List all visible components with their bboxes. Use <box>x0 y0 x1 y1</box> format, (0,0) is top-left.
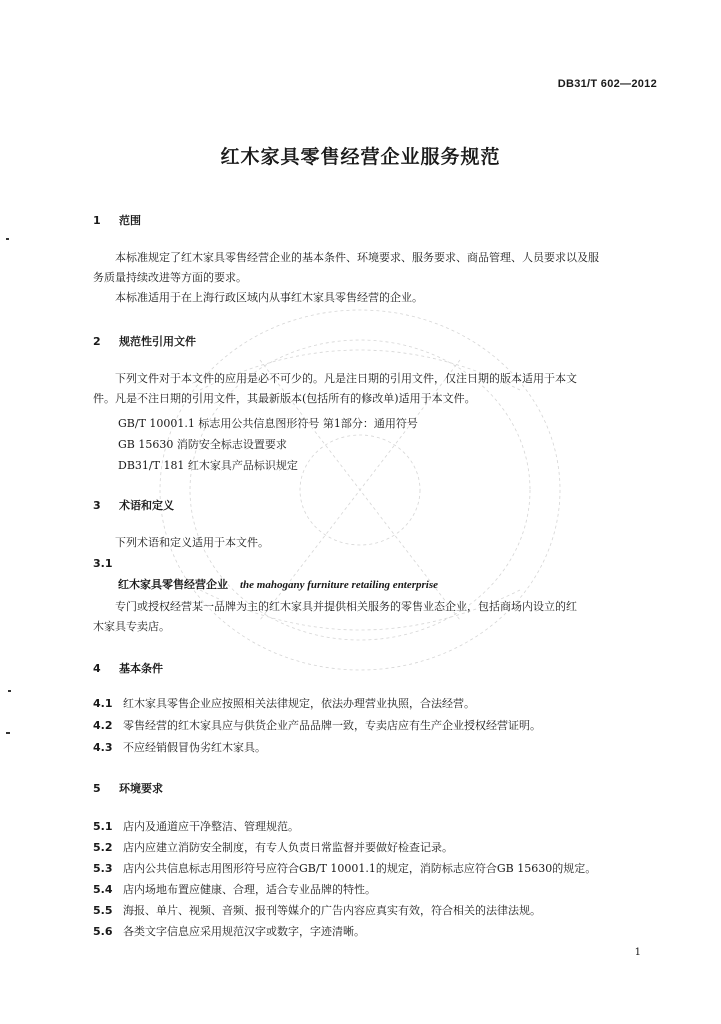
scan-mark <box>8 690 11 692</box>
clause-item: 5.3 店内公共信息标志用图形符号应符合GB/T 10001.1的规定，消防标志应符合GB 15630的规定。 <box>93 862 597 875</box>
section-1-paragraph-2: 本标准适用于在上海行政区域内从事红木家具零售经营的企业。 <box>115 291 423 304</box>
section-heading-1: 1 范围 <box>93 214 141 227</box>
clause-item: 4.1 红木家具零售企业应按照相关法律规定，依法办理营业执照，合法经营。 <box>93 697 475 710</box>
standard-code: DB31/T 602—2012 <box>557 78 657 90</box>
section-2-paragraph-1: 下列文件对于本文件的应用是必不可少的。凡是注日期的引用文件，仅注日期的版本适用于本文 件。凡是不注日期的引用文件，其最新版本(包括所有的修改单)适用于本文件。 <box>93 372 577 405</box>
scan-mark <box>6 732 10 734</box>
page-number: 1 <box>634 947 641 958</box>
section-heading-4: 4 基本条件 <box>93 662 163 675</box>
clause-item: 5.1 店内及通道应干净整洁、管理规范。 <box>93 820 299 833</box>
reference-item: GB/T 10001.1 标志用公共信息图形符号 第1部分：通用符号 <box>118 417 418 430</box>
term-definition: 专门或授权经营某一品牌为主的红木家具并提供相关服务的零售业态企业，包括商场内设立的红 木家具专卖店。 <box>93 600 577 633</box>
clause-item: 4.3 不应经销假冒伪劣红木家具。 <box>93 741 266 754</box>
reference-item: GB 15630 消防安全标志设置要求 <box>118 438 287 451</box>
section-1-paragraph-1: 本标准规定了红木家具零售经营企业的基本条件、环境要求、服务要求、商品管理、人员要求以及服 务质量持续改进等方面的要求。 <box>93 251 599 284</box>
clause-item: 5.6 各类文字信息应采用规范汉字或数字，字迹清晰。 <box>93 925 365 938</box>
document-title: 红木家具零售经营企业服务规范 <box>220 146 501 168</box>
section-heading-2: 2 规范性引用文件 <box>93 335 196 348</box>
reference-item: DB31/T 181 红木家具产品标识规定 <box>118 459 298 472</box>
clause-item: 4.2 零售经营的红木家具应与供货企业产品品牌一致，专卖店应有生产企业授权经营证明。 <box>93 719 541 732</box>
clause-item: 5.2 店内应建立消防安全制度，有专人负责日常监督并要做好检查记录。 <box>93 841 453 854</box>
scan-mark <box>6 238 9 240</box>
section-3-paragraph-1: 下列术语和定义适用于本文件。 <box>115 536 269 549</box>
clause-number-3-1: 3.1 <box>93 557 113 570</box>
clause-item: 5.5 海报、单片、视频、音频、报刊等媒介的广告内容应真实有效，符合相关的法律法规。 <box>93 904 541 917</box>
section-heading-3: 3 术语和定义 <box>93 499 174 512</box>
term-english: the mahogany furniture retailing enterprise <box>240 579 439 591</box>
term-entry <box>118 575 438 595</box>
section-heading-5: 5 环境要求 <box>93 782 163 795</box>
term-chinese: 红木家具零售经营企业 <box>118 578 228 591</box>
clause-item: 5.4 店内场地布置应健康、合理，适合专业品牌的特性。 <box>93 883 376 896</box>
